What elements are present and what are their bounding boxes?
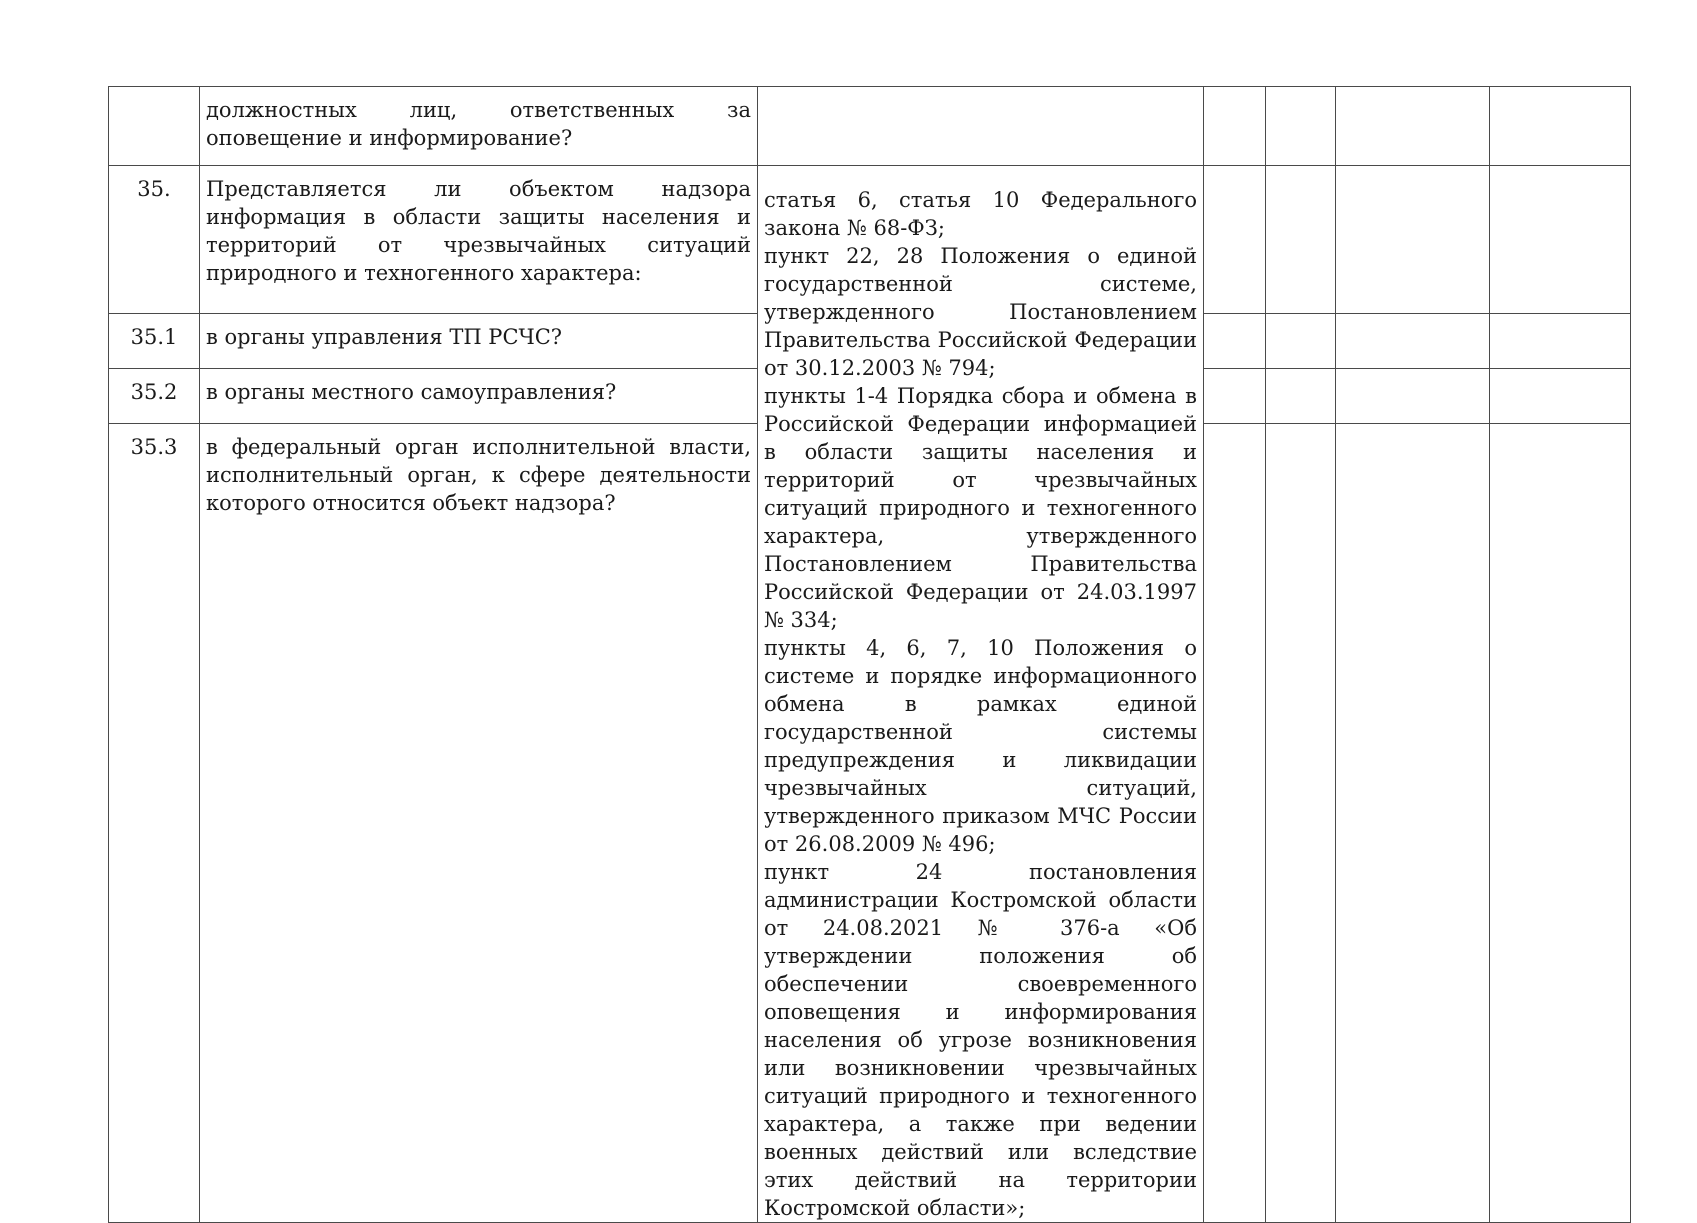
legal-basis-item: пункты 4, 6, 7, 10 Положения о системе и порядке информационного обмена в рамках единой государственной системы предупреждения и ликвидации чрезвычайных ситуаций, утвержденного приказом МЧС России от 26.08.2009 № 496; xyxy=(764,636,1197,856)
answer-yes-cell xyxy=(1204,166,1266,314)
table-row-continuation xyxy=(109,87,1631,166)
row-number xyxy=(109,87,200,166)
row-number: 35.3 xyxy=(109,424,200,1223)
notes-cell xyxy=(1490,424,1631,1223)
legal-basis-item: пункты 1-4 Порядка сбора и обмена в Российской Федерации информацией в области защиты населения и территорий от чрезвычайных ситуаций природного и техногенного характера, утвержденного Постановлением Правительства Российской Федерации от 24.03.1997 № 334; xyxy=(764,384,1197,632)
legal-basis-item: пункт 24 постановления администрации Костромской области от 24.08.2021 № 376-а «Об утверждении положения об обеспечении своевременного оповещения и информирования населения об угрозе возникновения или возникновении чрезвычайных ситуаций природного и техногенного характера, а также при ведении военных действий или вследствие этих действий на территории Костромской области»; xyxy=(764,860,1197,1220)
question-text: должностных лиц, ответственных за оповещение и информирование? xyxy=(200,87,758,166)
answer-no-cell xyxy=(1266,87,1336,166)
legal-basis-item: пункт 22, 28 Положения о единой государственной системе, утвержденного Постановлением Правительства Российской Федерации от 30.12.2003 № 794; xyxy=(764,244,1197,380)
answer-na-cell xyxy=(1336,87,1490,166)
answer-na-cell xyxy=(1336,313,1490,368)
question-text: в органы управления ТП РСЧС? xyxy=(200,313,758,368)
checklist-table xyxy=(108,86,1631,1223)
answer-na-cell xyxy=(1336,424,1490,1223)
answer-no-cell xyxy=(1266,166,1336,314)
question-text: Представляется ли объектом надзора информация в области защиты населения и территорий от чрезвычайных ситуаций природного и техногенного характера: xyxy=(200,166,758,314)
notes-cell xyxy=(1490,166,1631,314)
answer-na-cell xyxy=(1336,368,1490,423)
answer-no-cell xyxy=(1266,368,1336,423)
answer-yes-cell xyxy=(1204,313,1266,368)
question-text: в федеральный орган исполнительной власти, исполнительный орган, к сфере деятельности которого относится объект надзора? xyxy=(200,424,758,1223)
answer-no-cell xyxy=(1266,313,1336,368)
notes-cell xyxy=(1490,313,1631,368)
question-text: в органы местного самоуправления? xyxy=(200,368,758,423)
answer-yes-cell xyxy=(1204,87,1266,166)
answer-no-cell xyxy=(1266,424,1336,1223)
notes-cell xyxy=(1490,368,1631,423)
legal-basis-text xyxy=(758,166,1204,1223)
row-number: 35. xyxy=(109,166,200,314)
table-row-35 xyxy=(109,166,1631,314)
answer-yes-cell xyxy=(1204,368,1266,423)
notes-cell xyxy=(1490,87,1631,166)
answer-yes-cell xyxy=(1204,424,1266,1223)
row-number: 35.1 xyxy=(109,313,200,368)
legal-basis-item: статья 6, статья 10 Федерального закона № 68-ФЗ; xyxy=(764,188,1197,240)
answer-na-cell xyxy=(1336,166,1490,314)
legal-basis-cell xyxy=(758,87,1204,166)
row-number: 35.2 xyxy=(109,368,200,423)
